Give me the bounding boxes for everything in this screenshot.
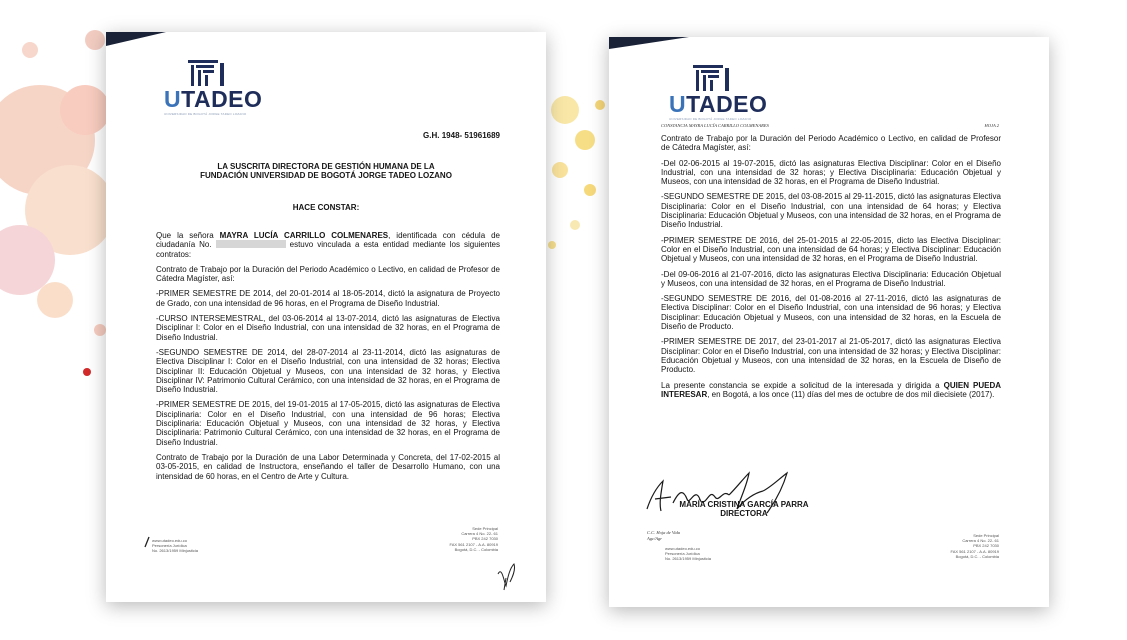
body-paragraph: -PRIMER SEMESTRE DE 2017, del 23-01-2017 al 21-05-2017, dictó las asignaturas Electiva Disciplinar: Color en el Diseño Industrial, con una intensidad de 32 horas; y Electiva Disciplinar: Educación Objetual y Museos, con una intensidad de 32 horas, en la Escuela de Diseño de Producto. bbox=[661, 337, 1001, 375]
footer-right: Sede Principal Carrera 4 No. 22- 61 PBX 242 7030 FAX 561 2107 - A.A. 80919 Bogotá, D.C. - Colombia bbox=[449, 526, 498, 552]
document-title bbox=[156, 162, 496, 181]
redacted-id-number bbox=[216, 240, 286, 248]
footer-right: Sede Principal Carrera 4 No. 22- 61 PBX 242 7030 FAX 561 2107 - A.A. 80919 Bogotá, D.C. - Colombia bbox=[950, 533, 999, 559]
page1-body bbox=[156, 231, 500, 487]
document-page-1 bbox=[106, 32, 546, 602]
hace-constar-heading: HACE CONSTAR: bbox=[292, 203, 360, 212]
corner-stripe bbox=[609, 37, 689, 49]
page-header-constancia: CONSTANCIA MAYRA LUCÍA CARRILLO COLMENARES bbox=[661, 123, 769, 128]
gh-reference-number: G.H. 1948- 51961689 bbox=[423, 131, 500, 140]
utadeo-logo-mark-icon bbox=[693, 65, 729, 91]
logo-tagline: UNIVERSIDAD DE BOGOTÁ JORGE TADEO LOZANO bbox=[669, 117, 752, 121]
intro-paragraph: Que la señora MAYRA LUCÍA CARRILLO COLMENARES, identificada con cédula de ciudadanía No. estuvo vinculada a esta entidad mediante los siguientes contratos: bbox=[156, 231, 500, 259]
document-page-2 bbox=[609, 37, 1049, 607]
title-line-2: FUNDACIÓN UNIVERSIDAD DE BOGOTÁ JORGE TADEO LOZANO bbox=[200, 171, 452, 181]
body-paragraph: -SEGUNDO SEMESTRE DE 2015, del 03-08-2015 al 29-11-2015, dictó las asignaturas Electiva Disciplinaria: Color en el Diseño Industrial, con una intensidad de 64 horas; y Electiva Disciplinaria: Educación Objetual y Museos, con una intensidad de 32 horas, en el Programa de Diseño Industrial. bbox=[661, 192, 1001, 230]
signatory-block bbox=[669, 500, 819, 518]
footer-left: www.utadeo.edu.co Personería Jurídica No. 2613/1959 Minjusticia bbox=[152, 538, 199, 554]
body-paragraph: -SEGUNDO SEMESTRE DE 2016, del 01-08-2016 al 27-11-2016, dictó las asignaturas de Electiva Disciplinar: Color en el Diseño Industrial, con una intensidad de 96 horas; y Electiva Disciplinar: Educación Objetual y Museos, con una intensidad de 32 horas, en la Escuela de Diseño de Producto. bbox=[661, 294, 1001, 332]
body-paragraph: -Del 09-06-2016 al 21-07-2016, dicto las asignaturas Electiva Disciplinaria: Educación Objetual y Museos, con una intensidad de 32 horas, en el Programa de Diseño Industrial. bbox=[661, 269, 1001, 288]
body-paragraph: -Del 02-06-2015 al 19-07-2015, dictó las asignaturas Electiva Disciplinar: Color en el Diseño Industrial, con una intensidad de 32 horas; y Electiva Disciplinaria: Educación Objetual y Museos, con una intensidad de 32 horas, en el Programa de Diseño Industrial. bbox=[661, 158, 1001, 187]
corner-stripe bbox=[106, 32, 166, 46]
utadeo-logo bbox=[669, 65, 768, 121]
body-paragraph: -CURSO INTERSEMESTRAL, del 03-06-2014 al 13-07-2014, dictó las asignaturas de Electiva Disciplinar I: Color en el Diseño Industrial, con una intensidad de 32 horas, en el Programa de Diseño Industrial. bbox=[156, 314, 500, 342]
body-paragraph: Contrato de Trabajo por la Duración del Periodo Académico o Lectivo, en calidad de Profesor de Cátedra Magíster, así: bbox=[156, 264, 500, 284]
utadeo-logo-mark-icon bbox=[188, 60, 224, 86]
logo-wordmark: UTADEO bbox=[669, 91, 768, 117]
utadeo-logo bbox=[164, 60, 263, 116]
closing-paragraph: La presente constancia se expide a solicitud de la interesada y dirigida a QUIEN PUEDA INTERESAR, en Bogotá, a los once (11) días del mes de octubre de dos mil diecisiete (2017). bbox=[661, 380, 1001, 399]
signatory-name: MARÍA CRISTINA GARCÍA PARRA bbox=[679, 500, 809, 509]
signatory-title: DIRECTORA bbox=[720, 509, 768, 518]
slash-mark-icon bbox=[144, 537, 150, 547]
footer-left: www.utadeo.edu.co Personería Jurídica No. 2613/1959 Minjusticia bbox=[665, 546, 712, 562]
page-header-hoja: HOJA 2 bbox=[984, 123, 999, 128]
body-paragraph: Contrato de Trabajo por la Duración de una Labor Determinada y Concreta, del 17-02-2015 al 03-05-2015, en calidad de Instructora, enseñando el taller de Desarrollo Humano, con una intensidad de 60 horas, en el Centro de Arte y Cultura. bbox=[156, 452, 500, 481]
logo-tagline: UNIVERSIDAD DE BOGOTÁ JORGE TADEO LOZANO bbox=[164, 112, 247, 116]
initials-signature-icon bbox=[494, 556, 520, 590]
body-paragraph: -SEGUNDO SEMESTRE DE 2014, del 28-07-2014 al 23-11-2014, dictó las asignaturas de Electiva Disciplinar I: Color en el Diseño Industrial, con una intensidad de 32 horas; Electiva Disciplinar II: Educación Objetual y Museos, con una intensidad de 32 horas, y Electiva Disciplinar IV: Patrimonio Cultural Cerámico, con una intensidad de 32 horas, en el Programa de Diseño Industrial. bbox=[156, 347, 500, 395]
body-paragraph: Contrato de Trabajo por la Duración del Periodo Académico o Lectivo, en calidad de Profesor de Cátedra Magíster, así: bbox=[661, 134, 1001, 153]
title-line-1: LA SUSCRITA DIRECTORA DE GESTIÓN HUMANA DE LA bbox=[217, 162, 435, 171]
body-paragraph: -PRIMER SEMESTRE DE 2014, del 20-01-2014 al 18-05-2014, dictó la asignatura de Proyecto de Grado, con una intensidad de 96 horas, en el Programa de Diseño Industrial. bbox=[156, 289, 500, 308]
logo-wordmark: UTADEO bbox=[164, 86, 263, 112]
person-name: MAYRA LUCÍA CARRILLO COLMENARES bbox=[219, 231, 389, 240]
body-paragraph: -PRIMER SEMESTRE DE 2015, del 19-01-2015 al 17-05-2015, dictó las asignaturas de Electiva Disciplinaria: Color en el Diseño Industrial, con una intensidad de 96 horas; Electiva Disciplinaria: Educación Objetual y Museos, con una intensidad de 32 horas, y Electiva Disciplinaria: Patrimonio Cultural Cerámico, con una intensidad de 32 horas, en el Programa de Diseño Industrial. bbox=[156, 400, 500, 447]
cc-note: C.C. Hoja de Vida Agc/Agr bbox=[647, 530, 681, 541]
page2-body bbox=[661, 134, 1001, 405]
body-paragraph: -PRIMER SEMESTRE DE 2016, del 25-01-2015 al 22-05-2015, dicto las Electiva Disciplinar: Color en el Diseño Industrial, con una intensidad de 64 horas; y Electiva Disciplinar: Educación Objetual y Museos, con una intensidad de 32 horas, en el Programa de Diseño Industrial. bbox=[661, 235, 1001, 264]
